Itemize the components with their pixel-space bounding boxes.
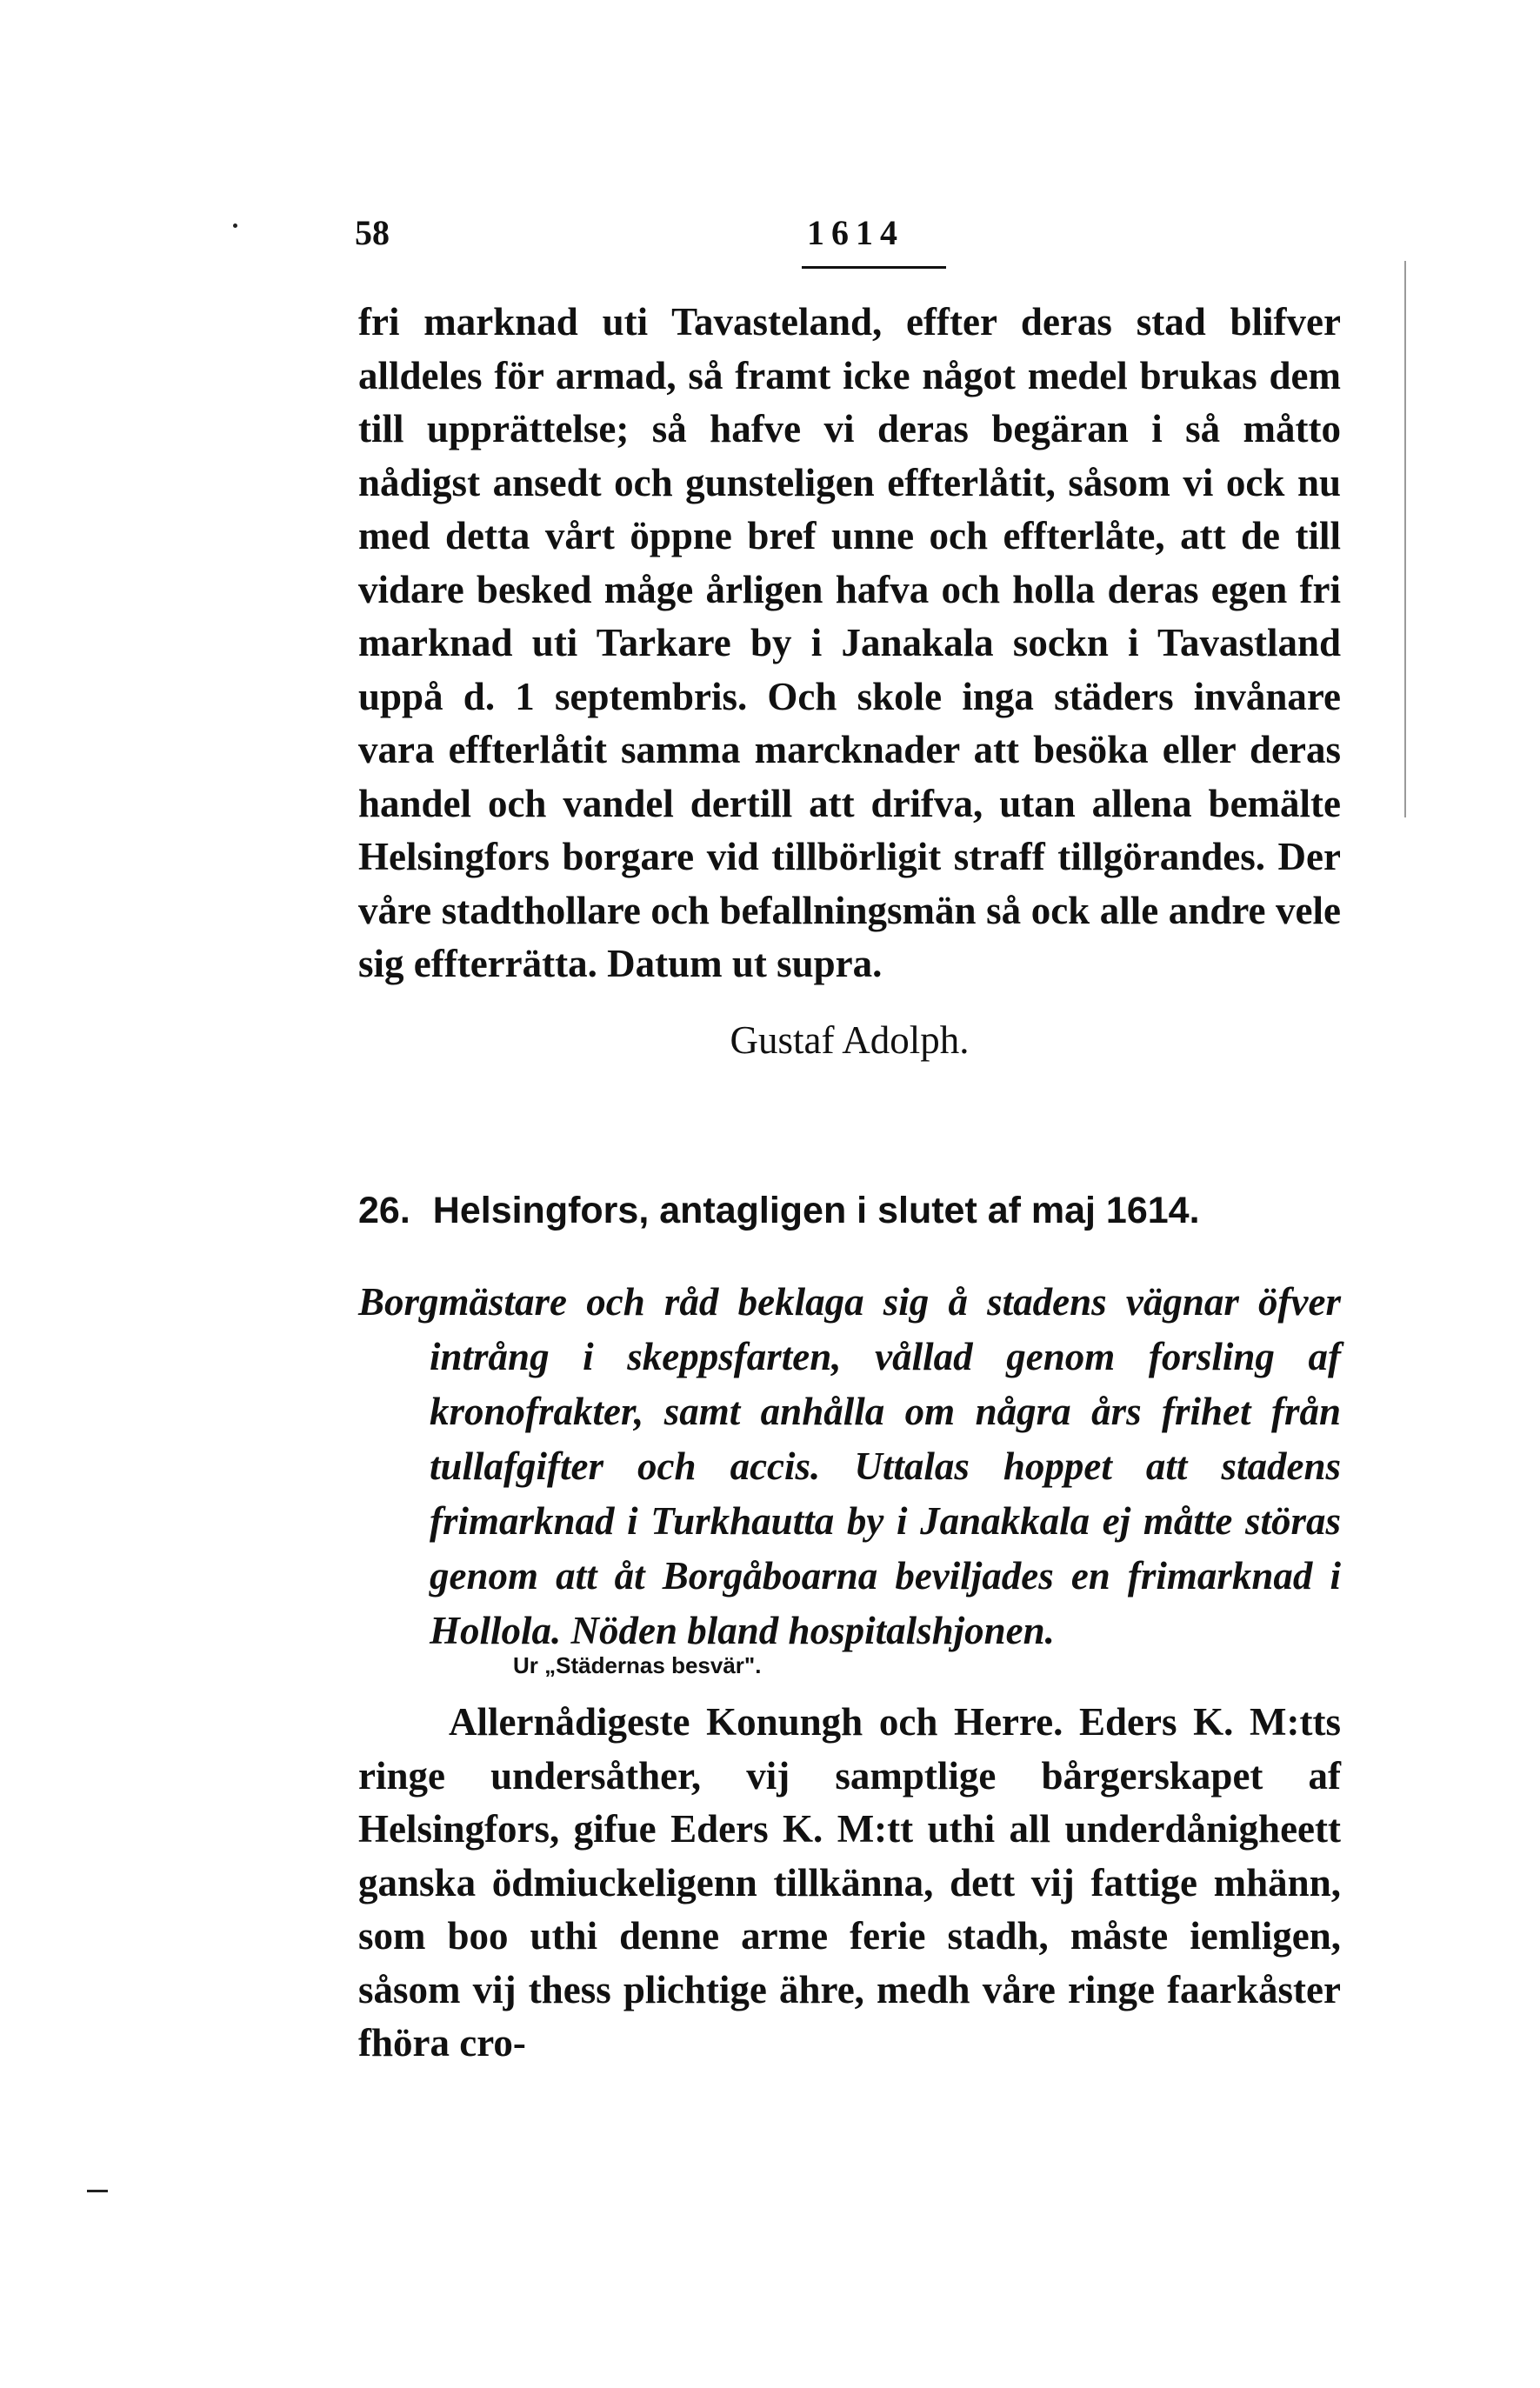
document-number: 26. <box>358 1190 410 1231</box>
scan-margin-line <box>1404 261 1406 817</box>
header-rule <box>802 266 946 269</box>
letter-paragraph: Allernådigeste Konungh och Herre. Eders K. M:tts ringe undersåther, vij samptlige bårgerskapet af Helsingfors, gifue Eders K. M:tt uthi all underdånigheett ganska ödmiuckeligenn tillkänna, dett vij fattige mhänn, som boo uthi denne arme ferie stadh, måste iemligen, såsom vij thess plichtige ähre, medh våre ringe faarkåster fhöra cro- <box>358 1700 1341 2064</box>
scan-speck <box>233 223 237 228</box>
page-number: 58 <box>355 213 390 252</box>
signature: Gustaf Adolph. <box>730 1018 970 1062</box>
document-title: Helsingfors, antagligen i slutet af maj 1614. <box>432 1190 1200 1231</box>
page-header <box>355 212 1346 273</box>
letter-block <box>358 1696 1341 2071</box>
scan-speck <box>87 2190 108 2192</box>
source-note: Ur „Städernas besvär". <box>513 1652 762 1678</box>
body-paragraph-block <box>358 296 1341 991</box>
body-paragraph: fri marknad uti Tavasteland, effter deras stad blifver alldeles för armad, så framt icke något medel brukas dem till upprättelse; så hafve vi deras begäran i så måtto nådigst ansedt och gunsteligen effterlåtit, såsom vi ock nu med detta vårt öppne bref unne och effterlåte, att de till vidare besked måge årligen hafva och holla deras egen fri marknad uti Tarkare by i Janakala sockn i Tavastland uppå d. 1 septembris. Och skole inga städers invånare vara effterlåtit samma marcknader att besöka eller deras handel och vandel dertill att drifva, utan allena bemälte Helsingfors borgare vid tillbörligit straff tillgörandes. Der våre stadthollare och befallningsmän så ock alle andre vele sig effterrätta. Datum ut supra. <box>358 300 1341 985</box>
document-heading <box>358 1190 1341 1232</box>
running-head-year: 1614 <box>807 213 904 252</box>
document-summary: Borgmästare och råd beklaga sig å stadens vägnar öfver intrång i skeppsfarten, vållad genom forsling af kronofrakter, samt anhålla om några års frihet från tullafgifter och accis. Uttalas hoppet att stadens frimarknad i Turkhautta by i Janakkala ej måtte störas genom att åt Borgåboarna beviljades en frimarknad i Hollola. Nöden bland hospitalshjonen. <box>358 1280 1341 1652</box>
